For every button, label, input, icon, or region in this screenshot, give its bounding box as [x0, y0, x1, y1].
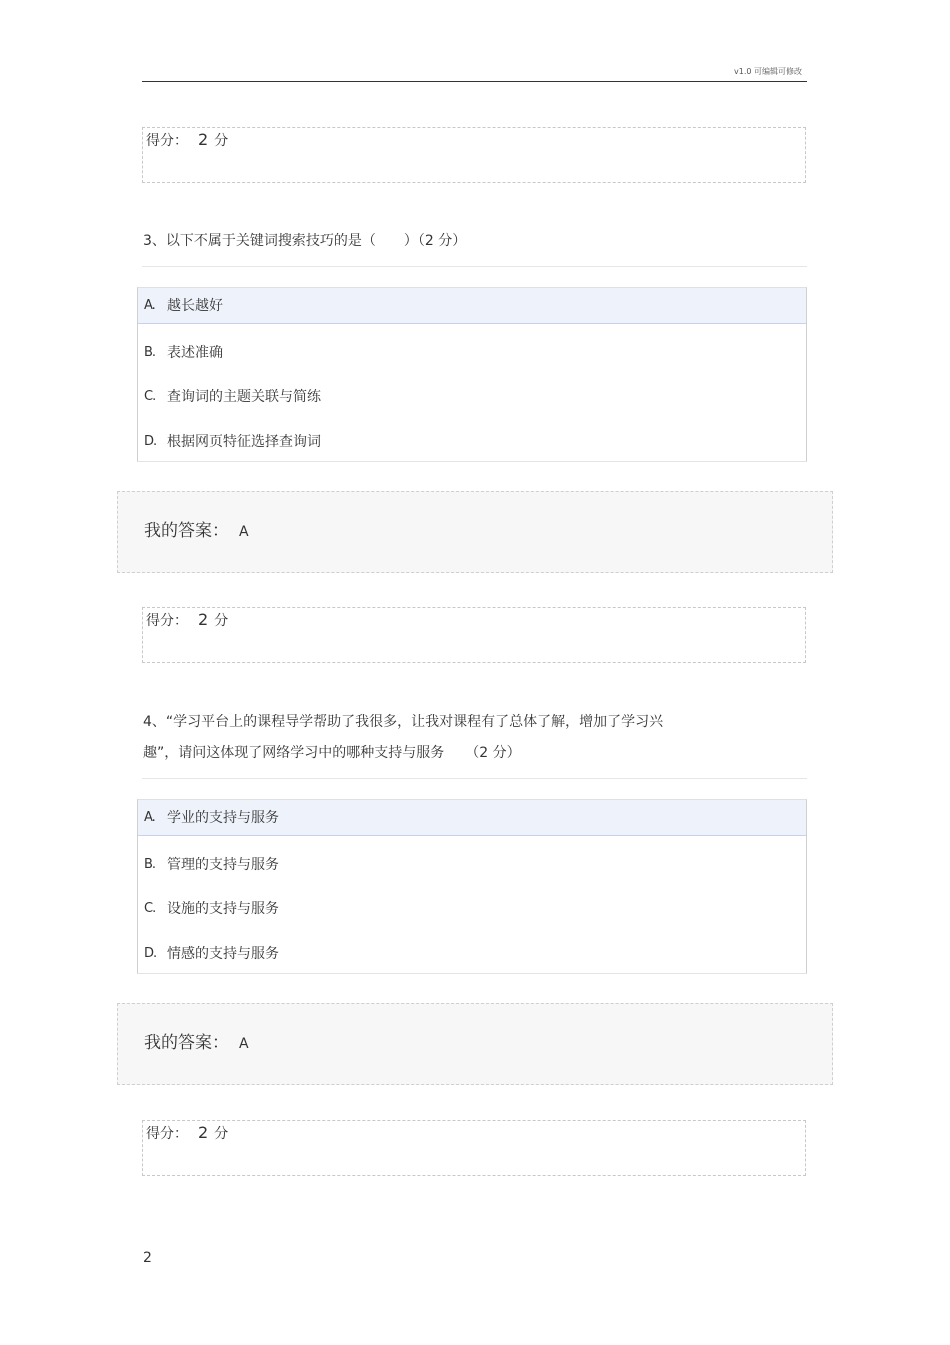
score-value: 2	[198, 130, 209, 149]
option-letter: B.	[144, 857, 156, 872]
score-label: 得分：	[146, 133, 188, 149]
score-box	[142, 1120, 806, 1176]
question-text-line-1: 4、“学习平台上的课程导学帮助了我很多，让我对课程有了总体了解，增加了学习兴	[143, 714, 664, 730]
question-4-title	[143, 707, 783, 769]
option-text: 查询词的主题关联与简练	[167, 389, 321, 405]
option-text: 越长越好	[167, 298, 223, 314]
option-d[interactable]	[138, 936, 806, 972]
option-d[interactable]	[138, 424, 806, 460]
my-answer-line	[144, 516, 249, 541]
option-text: 学业的支持与服务	[167, 810, 279, 826]
question-divider	[142, 778, 807, 779]
my-answer-label: 我的答案：	[144, 521, 229, 541]
option-letter: A.	[144, 298, 155, 313]
question-text: 3、以下不属于关键词搜索技巧的是（ ）（2 分）	[143, 233, 467, 249]
option-c[interactable]	[138, 379, 806, 415]
my-answer-line	[144, 1028, 249, 1053]
score-value: 2	[198, 1123, 209, 1142]
my-answer-box	[117, 491, 833, 573]
header-version-text: v1.0 可编辑可修改	[734, 67, 802, 76]
question-3-options	[137, 287, 807, 462]
header-divider	[142, 81, 807, 82]
score-label: 得分：	[146, 1126, 188, 1142]
option-text: 设施的支持与服务	[167, 901, 279, 917]
option-letter: C.	[144, 901, 156, 916]
option-letter: D.	[144, 434, 157, 449]
score-unit: 分	[214, 613, 229, 629]
option-letter: C.	[144, 389, 156, 404]
my-answer-box	[117, 1003, 833, 1085]
option-text: 情感的支持与服务	[167, 946, 279, 962]
option-text: 表述准确	[167, 345, 223, 361]
score-unit: 分	[214, 133, 229, 149]
my-answer-value: A	[239, 1036, 249, 1052]
score-box	[142, 607, 806, 663]
my-answer-label: 我的答案：	[144, 1033, 229, 1053]
my-answer-value: A	[239, 524, 249, 540]
score-line	[146, 610, 228, 630]
option-c[interactable]	[138, 891, 806, 927]
option-a[interactable]	[138, 288, 806, 324]
option-letter: B.	[144, 345, 156, 360]
score-label: 得分：	[146, 613, 188, 629]
option-text: 管理的支持与服务	[167, 857, 279, 873]
option-letter: D.	[144, 946, 157, 961]
option-text: 根据网页特征选择查询词	[167, 434, 321, 450]
question-3-title	[143, 226, 783, 257]
question-divider	[142, 266, 807, 267]
page-number: 2	[143, 1250, 152, 1266]
option-a[interactable]	[138, 800, 806, 836]
question-4-options	[137, 799, 807, 974]
option-b[interactable]	[138, 335, 806, 371]
option-letter: A.	[144, 810, 155, 825]
option-b[interactable]	[138, 847, 806, 883]
question-text-line-2: 趣”，请问这体现了网络学习中的哪种支持与服务 （2 分）	[143, 745, 521, 761]
score-line	[146, 130, 228, 150]
score-line	[146, 1123, 228, 1143]
score-box	[142, 127, 806, 183]
score-value: 2	[198, 610, 209, 629]
score-unit: 分	[214, 1126, 229, 1142]
